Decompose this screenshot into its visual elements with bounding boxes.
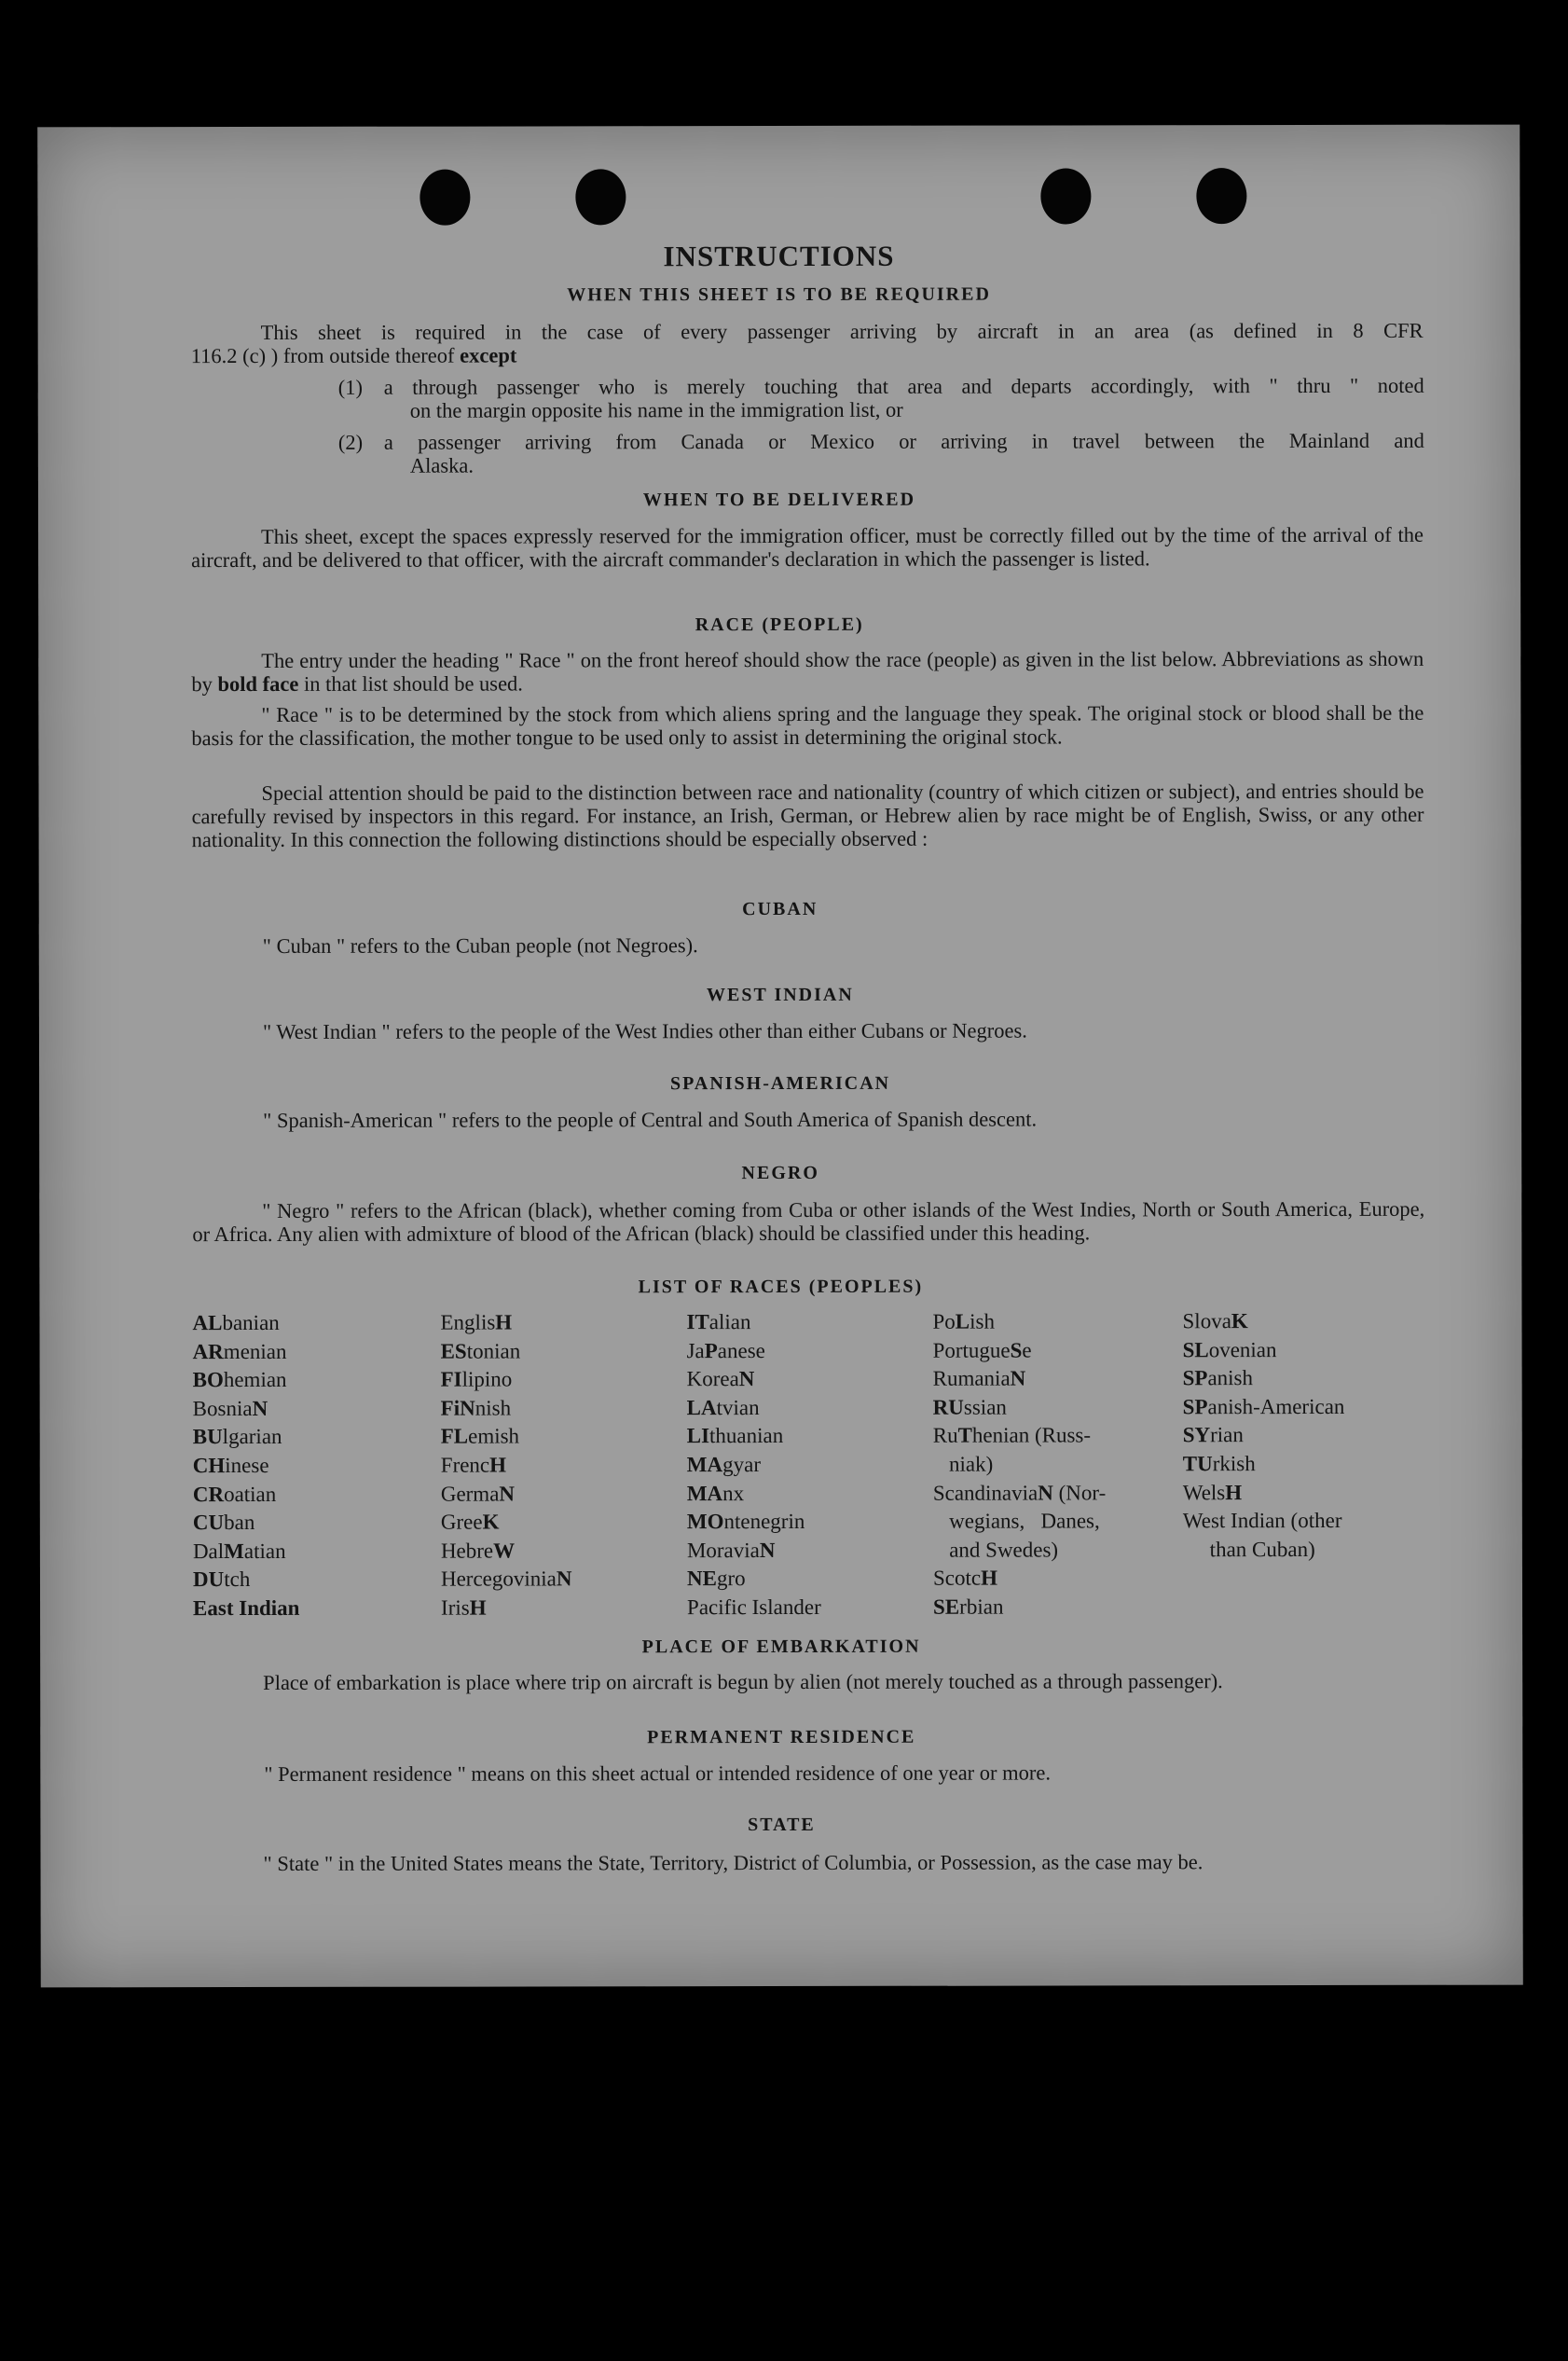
state-text: " State " in the United States means the State, Territory, District of Columbia, or Possession, as the case may be.: [263, 1850, 1204, 1875]
race-entry: KoreaN: [686, 1367, 755, 1391]
race-entry: ITalian: [686, 1310, 751, 1334]
definition-heading: SPANISH-AMERICAN: [669, 1072, 891, 1095]
race-entry: West Indian (other: [1182, 1509, 1342, 1533]
race-entry: SErbian: [933, 1595, 1004, 1619]
race-entry: CRoatian: [192, 1482, 277, 1506]
race-entry: MOntenegrin: [686, 1510, 805, 1534]
race-entry: EnglisH: [440, 1310, 513, 1334]
delivered-text: This sheet, except the spaces expressly reserved for the immigration officer, must be correctly filled out by the time of the arrival of the aircraft, and be delivered to that officer, with the aircraft commander's declaration in which the passenger is listed.: [191, 522, 1424, 573]
races-column: [686, 1308, 820, 1622]
race-entry: GermaN: [440, 1482, 516, 1506]
race-entry: HercegoviniaN: [440, 1567, 572, 1591]
punch-hole: [1040, 168, 1091, 224]
race-entry: ScotcH: [932, 1566, 997, 1591]
item-number: (2): [337, 430, 364, 454]
race-entry: RumaniaN: [932, 1366, 1026, 1390]
race-entry: SPanish: [1182, 1366, 1254, 1390]
definition-heading: WEST INDIAN: [706, 984, 854, 1006]
races-column: [932, 1307, 1106, 1622]
race-entry: CHinese: [192, 1453, 269, 1478]
race-entry: BUlgarian: [192, 1425, 282, 1449]
race-entry: than Cuban): [1182, 1537, 1315, 1561]
section-heading-state: STATE: [748, 1814, 816, 1836]
races-column: [1182, 1307, 1344, 1565]
race-entry: RuThenian (Russ-: [932, 1423, 1092, 1448]
document-sheet: [37, 125, 1522, 1988]
race-entry: SlovaK: [1182, 1309, 1248, 1333]
race-entry: IrisH: [441, 1595, 487, 1620]
race-entry: RUssian: [932, 1395, 1007, 1419]
race-entry: BosniaN: [192, 1396, 268, 1420]
race-entry: East Indian: [193, 1595, 300, 1621]
race-paragraph-1: The entry under the heading " Race " on the front hereof should show the race (people) as given in the list below. Abbreviations as shown by bold face in that list should be used.: [191, 646, 1424, 697]
race-entry: niak): [932, 1452, 994, 1476]
race-entry: BOhemian: [192, 1368, 287, 1392]
embarkation-text: Place of embarkation is place where trip on aircraft is begun by alien (not merely touched as a through passenger).: [263, 1669, 1223, 1694]
race-entry: DalMatian: [192, 1539, 286, 1563]
section-heading-embarkation: PLACE OF EMBARKATION: [641, 1636, 921, 1658]
section-heading-race: RACE (PEOPLE): [695, 614, 864, 636]
definition-heading: NEGRO: [741, 1162, 819, 1184]
race-entry: wegians, Danes,: [932, 1509, 1100, 1533]
definition-text: " Cuban " refers to the Cuban people (not Negroes).: [262, 933, 698, 958]
races-list-heading: LIST OF RACES (PEOPLES): [638, 1276, 924, 1298]
race-entry: FiNnish: [440, 1396, 512, 1420]
race-entry: MoraviaN: [686, 1538, 776, 1562]
race-entry: WelsH: [1182, 1480, 1243, 1504]
definition-heading: CUBAN: [742, 898, 818, 920]
residence-text: " Permanent residence " means on this sheet actual or intended residence of one year or more.: [264, 1760, 1052, 1786]
race-entry: ScandinaviaN (Nor-: [932, 1480, 1107, 1505]
item-number: (1): [337, 375, 364, 399]
definition-text: " Negro " refers to the African (black), whether coming from Cuba or other islands of the West Indies, North or South America, Europe, or Africa. Any alien with admixture of blood of the African (black) should be classified under this heading.: [192, 1196, 1425, 1247]
race-entry: ALbanian: [192, 1310, 280, 1335]
section-heading-delivered: WHEN TO BE DELIVERED: [642, 489, 916, 511]
race-entry: NEgro: [686, 1567, 746, 1591]
definition-text: " West Indian " refers to the people of the West Indies other than either Cubans or Negroes.: [262, 1018, 1027, 1043]
race-entry: HebreW: [440, 1539, 516, 1563]
race-entry: MAnx: [686, 1481, 745, 1505]
race-entry: TUrkish: [1182, 1452, 1256, 1476]
page-title: INSTRUCTIONS: [663, 239, 895, 273]
race-entry: GreeK: [440, 1510, 500, 1534]
race-entry: FrencH: [440, 1453, 507, 1477]
race-entry: FLemish: [440, 1424, 520, 1449]
section-heading-required: WHEN THIS SHEET IS TO BE REQUIRED: [567, 283, 991, 306]
punch-hole: [420, 170, 470, 226]
section-heading-residence: PERMANENT RESIDENCE: [647, 1726, 916, 1748]
race-entry: Pacific Islander: [687, 1595, 821, 1620]
races-column: [192, 1309, 299, 1623]
required-intro: This sheet is required in the case of every passenger arriving by aircraft in an area (as defined in 8 CFR 116.2 (c) ) from outside thereof except: [190, 318, 1424, 368]
punch-hole: [1196, 168, 1246, 224]
race-entry: and Swedes): [932, 1538, 1059, 1562]
race-entry: LIthuanian: [686, 1424, 784, 1448]
race-entry: PoLish: [932, 1309, 996, 1333]
race-paragraph-2: " Race " is to be determined by the stock from which aliens spring and the language they speak. The original stock or blood shall be the basis for the classification, the mother tongue to be used only to assist in determining the original stock.: [191, 700, 1424, 751]
race-entry: JaPanese: [686, 1338, 765, 1362]
race-entry: SLovenian: [1182, 1337, 1277, 1361]
race-paragraph-3: Special attention should be paid to the distinction between race and nationality (country of which citizen or subject), and entries should be carefully revised by inspectors in this regard. For instance, an Irish, German, or Hebrew alien by race might be of English, Swiss, or any other nationality. In this connection the following distinctions should be especially observed :: [191, 779, 1424, 852]
definition-text: " Spanish-American " refers to the people of Central and South America of Spanish descent.: [263, 1107, 1038, 1132]
race-entry: ARmenian: [192, 1339, 287, 1363]
race-entry: LAtvian: [686, 1395, 760, 1419]
race-entry: FIlipino: [440, 1367, 513, 1391]
race-entry: EStonian: [440, 1339, 521, 1363]
punch-hole: [575, 169, 626, 225]
race-entry: SYrian: [1182, 1423, 1244, 1447]
race-entry: MAgyar: [686, 1453, 761, 1477]
required-item-2: a passenger arriving from Canada or Mexico or arriving in travel between the Mainland and Alaska.: [383, 428, 1424, 477]
race-entry: DUtch: [192, 1567, 251, 1592]
race-entry: PortugueSe: [932, 1338, 1032, 1362]
race-entry: CUban: [192, 1511, 255, 1535]
races-column: [440, 1308, 571, 1622]
required-item-1: a through passenger who is merely touching that area and departs accordingly, with " thru " noted on the margin opposite his name in the immigration list, or: [383, 373, 1424, 422]
race-entry: SPanish-American: [1182, 1394, 1345, 1419]
